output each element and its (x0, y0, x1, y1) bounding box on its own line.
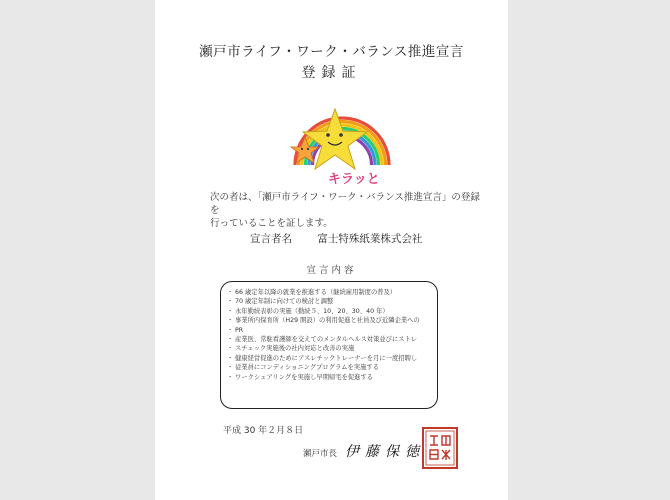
declaration-item: ・ 永年勤続表彰の実施（勤続５、10、20、30、40 年） (229, 307, 431, 316)
certificate-page (155, 0, 508, 500)
mayor-signature: 伊藤保徳 (345, 444, 425, 460)
intro-line-1: 次の者は、「瀬戸市ライフ・ワーク・バランス推進宣言」の登録を (210, 192, 480, 216)
declaration-box (220, 281, 438, 409)
declaration-item: ・ 70 歳定年制に向けての検討と調整 (229, 297, 431, 306)
official-seal-icon (422, 427, 458, 469)
declaration-item-continued: ・ PR (229, 326, 431, 335)
declarer-label: 宣言者名 (250, 233, 292, 245)
mayor-label: 瀬戸市長 (303, 449, 338, 459)
certificate-subtitle: 登録証 (301, 65, 362, 81)
issue-date: 平成 30 年２月８日 (223, 426, 304, 436)
declaration-item: ・ 66 歳定年以降の就業を推進する（継続雇用制度の普及） (229, 288, 431, 297)
declaration-item-continued: ・ 従業員にコンディショニングプログラムを実施する (229, 363, 431, 372)
certificate-title: 瀬戸市ライフ・ワーク・バランス推進宣言 (199, 44, 464, 60)
declaration-heading: 宣言内容 (306, 265, 357, 276)
rainbow-star-logo (285, 95, 400, 190)
declaration-item: ・ 産業医、常駐看護師を交えてのメンタルヘルス対策並びにストレ (229, 335, 431, 344)
logo-text: キラッと (328, 172, 380, 187)
declaration-item: ・ 事業所内保育所（H29 開設）の利用促進と社員及び近隣企業への (229, 316, 431, 325)
certificate-intro (210, 191, 480, 230)
declaration-item: ・ 健康経営促進のためにアスレチックトレーナーを月に一度招聘し (229, 354, 431, 363)
intro-line-2: 行っていることを証します。 (210, 218, 333, 229)
declarer-row (250, 231, 422, 246)
declaration-item: ・ ワークシェアリングを実施し早期帰宅を促進する (229, 373, 431, 382)
declarer-name: 富士特殊紙業株式会社 (317, 233, 423, 245)
declaration-item-continued: ・ スチェック実施後の社内対応と改善の実施 (229, 344, 431, 353)
